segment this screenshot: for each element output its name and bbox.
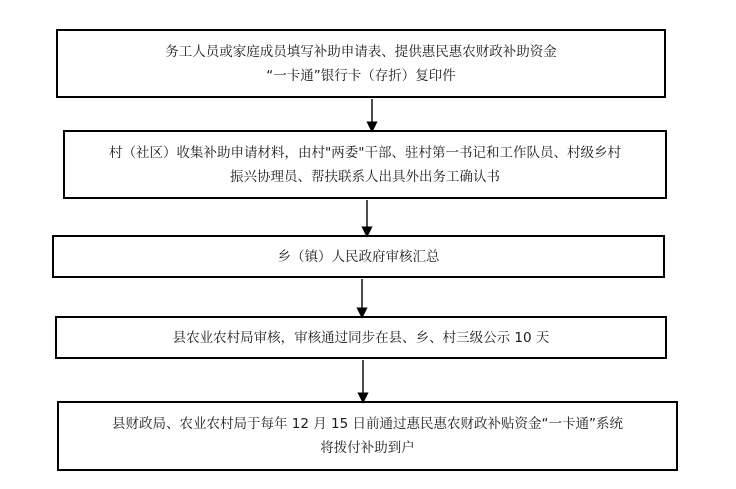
step-1-line-1: 务工人员或家庭成员填写补助申请表、提供惠民惠农财政补助资金 <box>165 43 557 60</box>
step-5-line-1: 县财政局、农业农村局于每年 12 月 15 日前通过惠民惠农财政补贴资金“一卡通”系统 <box>111 416 623 432</box>
step-4-line-1: 县农业农村局审核，审核通过同步在县、乡、村三级公示 10 天 <box>172 329 550 346</box>
step-3-line-1: 乡（镇）人民政府审核汇总 <box>277 248 440 265</box>
step-5-line-2: 将拨付补助到户 <box>320 440 415 456</box>
step-2-line-2: 振兴协理员、帮扶联系人出具外出务工确认书 <box>230 168 500 185</box>
step-2-line-1: 村（社区）收集补助申请材料，由村"两委"干部、驻村第一书记和工作队员、村级乡村 <box>109 144 621 161</box>
step-1-line-2: “一卡通”银行卡（存折）复印件 <box>266 67 456 84</box>
